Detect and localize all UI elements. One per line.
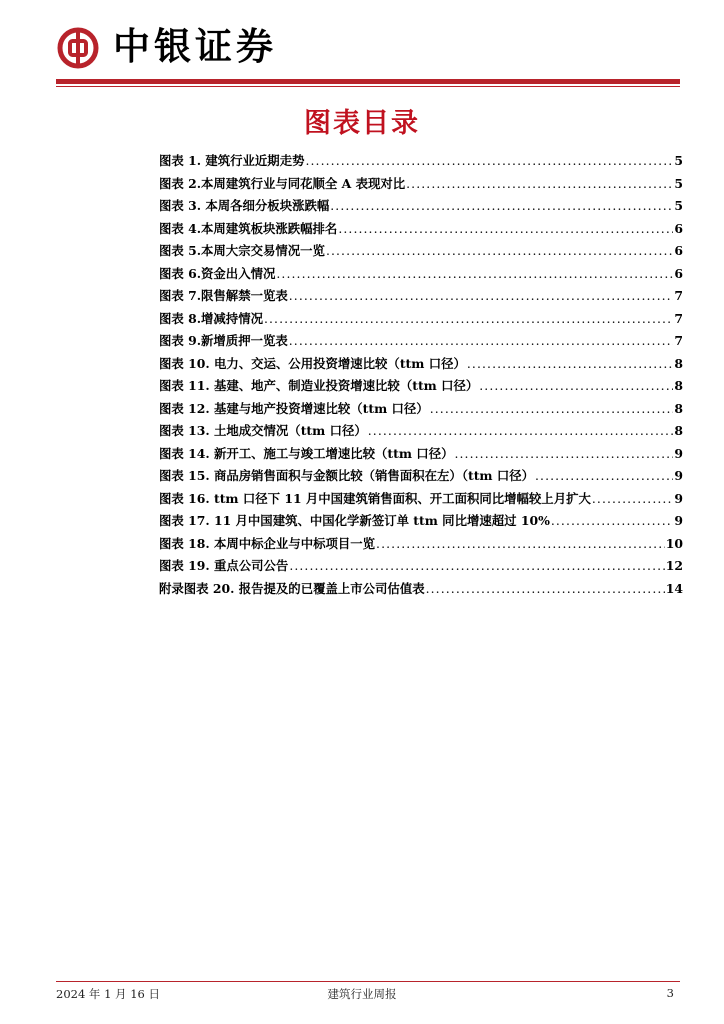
toc-entry-label: 图表 14. 新开工、施工与竣工增速比较（ttm 口径）	[159, 445, 454, 461]
toc-entry[interactable]	[159, 420, 683, 443]
toc-entry-label: 图表 1. 建筑行业近期走势	[159, 153, 305, 168]
footer-date: 2024 年 1 月 16 日	[56, 987, 160, 1001]
toc-entry-label: 图表 5.本周大宗交易情况一览	[159, 243, 325, 258]
toc-dot-leader	[289, 330, 674, 353]
toc-dot-leader	[305, 150, 673, 173]
toc-entry-page: 10	[665, 535, 683, 551]
toc-entry[interactable]	[159, 555, 683, 578]
toc-entry[interactable]	[159, 353, 683, 376]
brand-name: 中银证券	[113, 25, 277, 68]
toc-entry-page: 7	[674, 333, 683, 348]
toc-dot-leader	[430, 398, 674, 421]
toc-entry-label: 图表 7.限售解禁一览表	[159, 288, 288, 303]
toc-entry-page: 12	[665, 558, 683, 573]
toc-entry-label: 图表 19. 重点公司公告	[159, 558, 289, 573]
toc-entry-label: 图表 13. 土地成交情况（ttm 口径）	[159, 423, 367, 438]
toc-entry-label: 图表 6.资金出入情况	[159, 265, 276, 281]
toc-entry-page: 8	[674, 378, 683, 393]
toc-entry[interactable]	[159, 285, 683, 308]
toc-entry-label: 图表 2.本周建筑行业与同花顺全 A 表现对比	[159, 175, 406, 191]
footer-divider	[56, 981, 680, 982]
footer-page-number: 3	[666, 986, 674, 1000]
toc-dot-leader	[289, 285, 674, 308]
toc-entry-page: 9	[674, 513, 683, 528]
toc-entry[interactable]	[159, 150, 683, 173]
toc-entry-label: 图表 12. 基建与地产投资增速比较（ttm 口径）	[159, 400, 429, 416]
toc-entry[interactable]	[159, 375, 683, 398]
toc-entry[interactable]	[159, 308, 683, 331]
toc-dot-leader	[376, 533, 665, 556]
toc-entry-label: 图表 8.增减持情况	[159, 310, 263, 326]
toc-dot-leader	[592, 488, 674, 511]
toc-entry-page: 8	[674, 423, 683, 438]
toc-entry-label: 图表 9.新增质押一览表	[159, 333, 288, 348]
toc-entry-page: 9	[674, 468, 683, 483]
toc-entry[interactable]	[159, 533, 683, 556]
toc-entry[interactable]	[159, 240, 683, 263]
footer-report-name: 建筑行业周报	[327, 987, 397, 1001]
toc-entry[interactable]	[159, 443, 683, 466]
toc-dot-leader	[276, 263, 673, 286]
toc-dot-leader	[406, 173, 673, 196]
toc-entry-page: 6	[674, 243, 683, 258]
toc-entry-page: 14	[665, 580, 683, 596]
toc-dot-leader	[426, 578, 665, 601]
toc-entry[interactable]	[159, 398, 683, 421]
toc-entry[interactable]	[159, 173, 683, 196]
toc-entry-page: 7	[674, 288, 683, 303]
toc-entry-label: 图表 16. ttm 口径下 11 月中国建筑销售面积、开工面积同比增幅较上月扩大	[159, 490, 591, 506]
header-divider-thick	[56, 79, 680, 84]
toc-entry-label: 图表 4.本周建筑板块涨跌幅排名	[159, 220, 338, 236]
toc-entry[interactable]	[159, 578, 683, 601]
toc-entry-page: 5	[674, 198, 683, 213]
toc-entry[interactable]	[159, 465, 683, 488]
toc-dot-leader	[330, 195, 673, 218]
bank-of-china-logo-icon	[57, 27, 99, 69]
toc-dot-leader	[479, 375, 673, 398]
toc-entry[interactable]	[159, 263, 683, 286]
toc-entry[interactable]	[159, 195, 683, 218]
toc-entry[interactable]	[159, 330, 683, 353]
toc-entry-label: 图表 10. 电力、交运、公用投资增速比较（ttm 口径）	[159, 355, 466, 371]
header-divider-thin	[56, 86, 680, 87]
toc-entry-label: 图表 11. 基建、地产、制造业投资增速比较（ttm 口径）	[159, 378, 479, 393]
toc-entry-label: 图表 3. 本周各细分板块涨跌幅	[159, 198, 330, 213]
toc-entry-label: 图表 17. 11 月中国建筑、中国化学新签订单 ttm 同比增速超过 10%	[159, 513, 550, 528]
toc-entry-page: 8	[674, 400, 683, 416]
toc-dot-leader	[289, 555, 664, 578]
toc-dot-leader	[454, 443, 673, 466]
toc-entry-page: 6	[674, 265, 683, 281]
toc-dot-leader	[535, 465, 673, 488]
toc-entry-page: 5	[674, 153, 683, 168]
toc-dot-leader	[368, 420, 674, 443]
toc-entry-page: 6	[674, 220, 683, 236]
toc-entry-label: 图表 15. 商品房销售面积与金额比较（销售面积在左）（ttm 口径）	[159, 468, 535, 483]
toc-dot-leader	[326, 240, 673, 263]
toc-entry[interactable]	[159, 218, 683, 241]
toc-dot-leader	[264, 308, 673, 331]
toc-dot-leader	[338, 218, 673, 241]
toc-entry-label: 附录图表 20. 报告提及的已覆盖上市公司估值表	[159, 580, 425, 596]
toc-entry-label: 图表 18. 本周中标企业与中标项目一览	[159, 535, 376, 551]
toc-dot-leader	[551, 510, 674, 533]
toc-dot-leader	[467, 353, 674, 376]
toc-list	[159, 150, 683, 600]
toc-entry-page: 8	[674, 355, 683, 371]
toc-entry-page: 9	[674, 490, 683, 506]
toc-entry[interactable]	[159, 488, 683, 511]
toc-entry-page: 7	[674, 310, 683, 326]
page-header	[0, 0, 724, 90]
toc-title: 图表目录	[304, 108, 420, 139]
toc-entry-page: 9	[674, 445, 683, 461]
toc-entry[interactable]	[159, 510, 683, 533]
toc-entry-page: 5	[674, 175, 683, 191]
